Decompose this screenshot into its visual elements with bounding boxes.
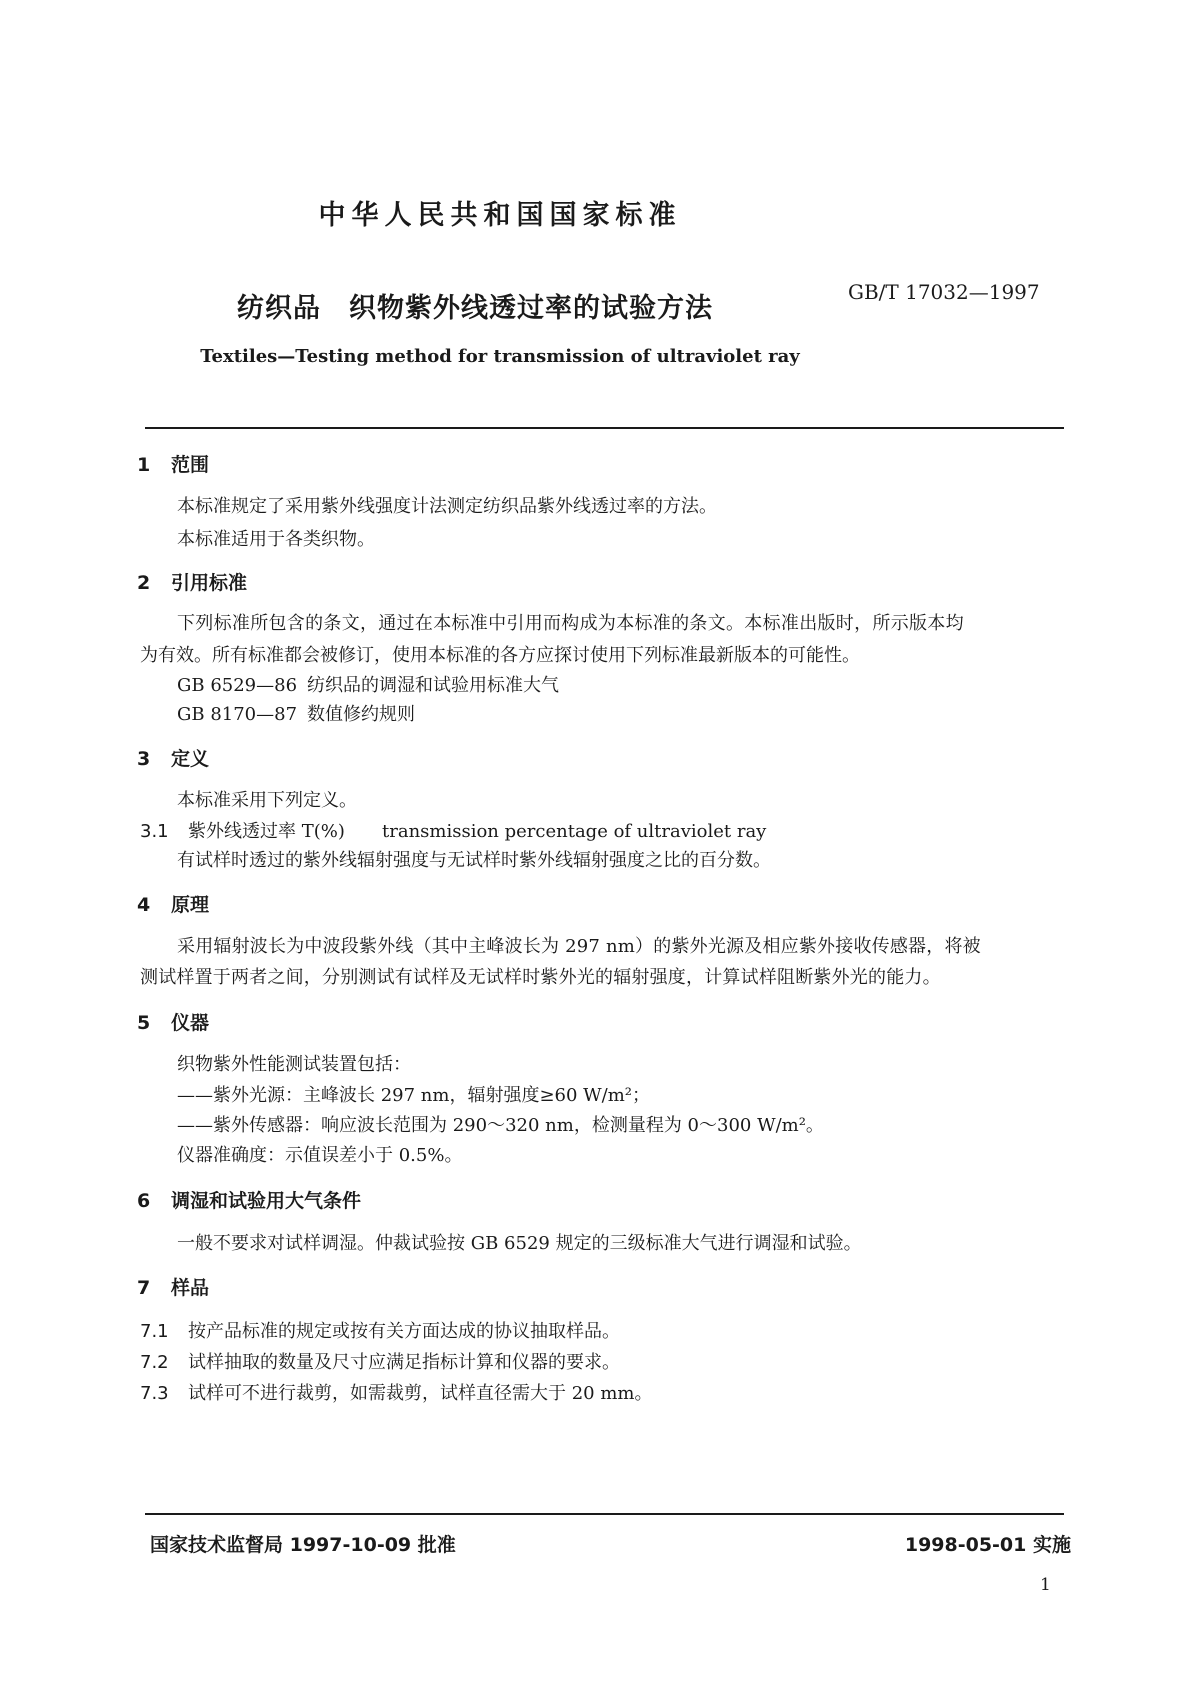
definition-3-1-number: 3.1 xyxy=(140,821,169,842)
section-2-title: 引用标准 xyxy=(171,572,248,594)
section-5-title: 仪器 xyxy=(171,1012,210,1034)
section-4-heading xyxy=(137,890,209,917)
section-5-para-1: 织物紫外性能测试装置包括： xyxy=(177,1054,411,1075)
section-1-para-2: 本标准适用于各类织物。 xyxy=(177,529,375,550)
national-standard-heading: 中华人民共和国国家标准 xyxy=(318,200,682,231)
section-5-number: 5 xyxy=(137,1012,151,1034)
reference-1-title: 纺织品的调湿和试验用标准大气 xyxy=(307,675,559,696)
definition-3-1-text: 有试样时透过的紫外线辐射强度与无试样时紫外线辐射强度之比的百分数。 xyxy=(177,850,771,871)
section-7-item-3-number: 7.3 xyxy=(140,1383,169,1404)
section-7-number: 7 xyxy=(137,1277,151,1299)
section-3-title: 定义 xyxy=(171,748,210,770)
section-5-heading xyxy=(137,1008,209,1035)
document-title-en: Textiles—Testing method for transmission of ultraviolet ray xyxy=(200,346,800,367)
section-1-para-1: 本标准规定了采用紫外线强度计法测定纺织品紫外线透过率的方法。 xyxy=(177,496,717,517)
section-3-heading xyxy=(137,744,209,771)
section-1-number: 1 xyxy=(137,454,151,476)
section-4-para-line-2: 测试样置于两者之间，分别测试有试样及无试样时紫外光的辐射强度，计算试样阻断紫外光的能力。 xyxy=(140,967,941,988)
section-7-item-2-text: 试样抽取的数量及尺寸应满足指标计算和仪器的要求。 xyxy=(188,1352,620,1373)
section-5-para-2: 仪器准确度：示值误差小于 0.5%。 xyxy=(177,1145,463,1166)
reference-2-title: 数值修约规则 xyxy=(307,704,415,725)
section-2-para-line-1: 下列标准所包含的条文，通过在本标准中引用而构成为本标准的条文。本标准出版时，所示版本均 xyxy=(177,613,964,634)
section-4-number: 4 xyxy=(137,894,151,916)
section-7-item-1-text: 按产品标准的规定或按有关方面达成的协议抽取样品。 xyxy=(188,1321,620,1342)
standard-code: GB/T 17032—1997 xyxy=(848,280,1040,304)
section-7-item-2 xyxy=(140,1348,620,1374)
section-7-heading xyxy=(137,1273,209,1300)
section-5-item-2: ——紫外传感器：响应波长范围为 290～320 nm，检测量程为 0～300 W/m²。 xyxy=(177,1115,824,1136)
section-2-heading xyxy=(137,568,247,595)
document-title-cn: 纺织品 织物紫外线透过率的试验方法 xyxy=(237,293,713,324)
section-7-item-3-text: 试样可不进行裁剪，如需裁剪，试样直径需大于 20 mm。 xyxy=(188,1383,653,1404)
approval-date: 国家技术监督局 1997-10-09 批准 xyxy=(150,1534,456,1556)
reference-1-code: GB 6529—86 xyxy=(177,675,298,696)
section-7-item-3 xyxy=(140,1379,652,1405)
section-7-item-1 xyxy=(140,1317,620,1343)
definition-3-1-term-en: transmission percentage of ultraviolet ray xyxy=(382,821,767,842)
section-6-title: 调湿和试验用大气条件 xyxy=(171,1190,362,1212)
section-5-item-1: ——紫外光源：主峰波长 297 nm，辐射强度≥60 W/m²； xyxy=(177,1085,651,1106)
reference-2 xyxy=(177,700,415,726)
section-7-item-1-number: 7.1 xyxy=(140,1321,169,1342)
section-4-para-line-1: 采用辐射波长为中波段紫外线（其中主峰波长为 297 nm）的紫外光源及相应紫外接收传感器，将被 xyxy=(177,936,981,957)
section-1-heading xyxy=(137,450,209,477)
section-4-title: 原理 xyxy=(171,894,210,916)
header-rule xyxy=(145,427,1064,429)
section-6-number: 6 xyxy=(137,1190,151,1212)
section-1-title: 范围 xyxy=(171,454,210,476)
definition-3-1-term: 紫外线透过率 T(%) xyxy=(188,821,345,842)
effective-date: 1998-05-01 实施 xyxy=(904,1534,1071,1556)
section-6-heading xyxy=(137,1186,361,1213)
section-6-para-1: 一般不要求对试样调湿。仲裁试验按 GB 6529 规定的三级标准大气进行调湿和试验。 xyxy=(177,1233,862,1254)
reference-2-code: GB 8170—87 xyxy=(177,704,298,725)
footer-rule xyxy=(145,1513,1064,1515)
section-2-para-line-2: 为有效。所有标准都会被修订，使用本标准的各方应探讨使用下列标准最新版本的可能性。 xyxy=(140,645,860,666)
section-3-number: 3 xyxy=(137,748,151,770)
page-number: 1 xyxy=(1040,1575,1051,1595)
section-3-para-1: 本标准采用下列定义。 xyxy=(177,790,357,811)
section-2-number: 2 xyxy=(137,572,151,594)
definition-3-1 xyxy=(140,817,766,843)
reference-1 xyxy=(177,671,559,697)
section-7-title: 样品 xyxy=(171,1277,210,1299)
section-7-item-2-number: 7.2 xyxy=(140,1352,169,1373)
